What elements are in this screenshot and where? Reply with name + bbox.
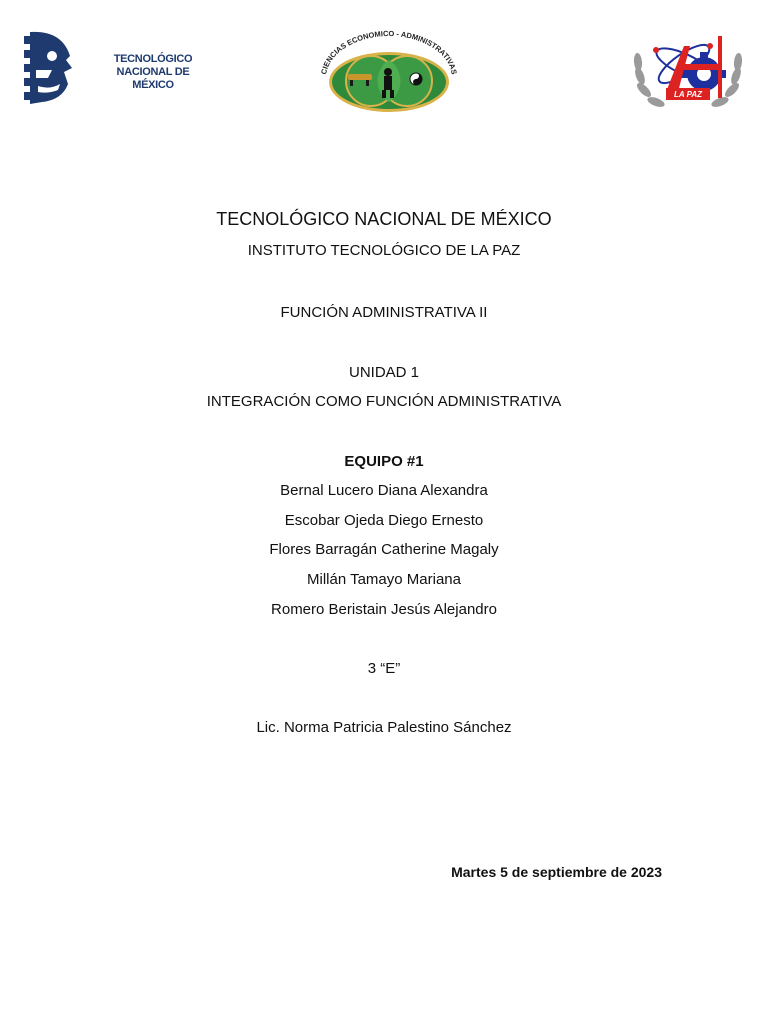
institute-name: INSTITUTO TECNOLÓGICO DE LA PAZ <box>247 242 521 259</box>
team-member: Bernal Lucero Diana Alexandra <box>280 482 488 499</box>
tecnm-logo <box>22 28 192 108</box>
teacher-name: Lic. Norma Patricia Palestino Sánchez <box>256 719 512 736</box>
team-member: Millán Tamayo Mariana <box>307 571 461 588</box>
team-member: Escobar Ojeda Diego Ernesto <box>284 512 484 529</box>
topic-title: INTEGRACIÓN COMO FUNCIÓN ADMINISTRATIVA <box>206 393 562 410</box>
team-title: EQUIPO #1 <box>344 453 424 470</box>
laurel-icon <box>633 53 743 109</box>
institution-title: TECNOLÓGICO NACIONAL DE MÉXICO <box>216 209 552 229</box>
ciencias-economico-administrativas-logo <box>316 26 462 116</box>
logo-text-line1: TECNOLÓGICO <box>113 53 193 65</box>
it-la-paz-logo <box>626 24 750 120</box>
gear-head-icon <box>22 30 74 106</box>
subject-name: FUNCIÓN ADMINISTRATIVA II <box>280 304 488 321</box>
badge-text: LA PAZ <box>674 90 702 99</box>
logo-arc-text: CIENCIAS ECONOMICO - ADMINISTRATIVAS <box>319 28 459 76</box>
team-member: Romero Beristain Jesús Alejandro <box>271 601 497 618</box>
group-label: 3 “E” <box>367 660 401 677</box>
logo-text-line2: NACIONAL DE MÉXICO <box>116 66 190 91</box>
yin-yang-icon <box>410 73 422 85</box>
unit-label: UNIDAD 1 <box>348 364 419 381</box>
team-member: Flores Barragán Catherine Magaly <box>269 541 499 558</box>
document-date: Martes 5 de septiembre de 2023 <box>451 864 662 880</box>
